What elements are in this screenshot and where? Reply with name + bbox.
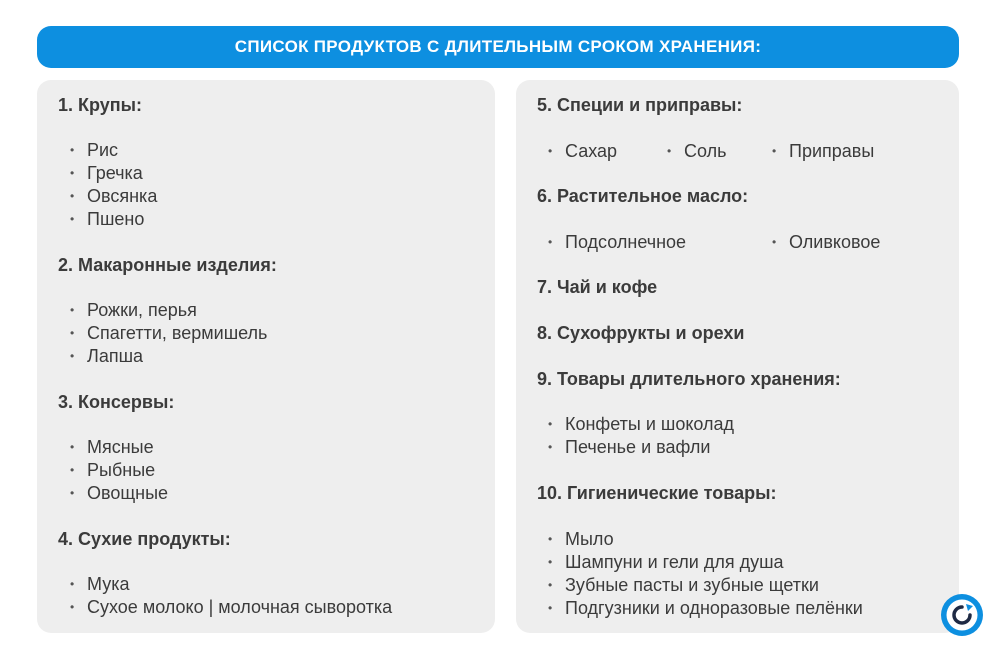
list-item: • Шампуни и гели для душа: [565, 552, 784, 573]
left-column-panel: [37, 80, 495, 633]
list-item: • Зубные пасты и зубные щетки: [565, 575, 819, 596]
section-title-pasta: 2. Макаронные изделия:: [58, 255, 277, 275]
section-title-spices: 5. Специи и приправы:: [537, 95, 743, 115]
list-item: • Соль: [684, 141, 727, 162]
page-title-banner: [37, 26, 959, 68]
section-title-tea-coffee: 7. Чай и кофе: [537, 277, 658, 297]
list-item: • Подгузники и одноразовые пелёнки: [565, 598, 863, 619]
refresh-circle-icon: [940, 593, 984, 637]
list-item: • Конфеты и шоколад: [565, 414, 734, 435]
list-item: • Оливковое: [789, 232, 880, 253]
section-title-vegetable-oil: 6. Растительное масло:: [537, 186, 749, 206]
list-item: • Сахар: [565, 141, 617, 162]
list-item: • Пшено: [87, 209, 144, 230]
list-item: • Овсянка: [87, 186, 157, 207]
list-item: • Мясные: [87, 437, 154, 458]
list-item: • Рыбные: [87, 460, 155, 481]
section-title-dry-products: 4. Сухие продукты:: [58, 529, 231, 549]
list-item: • Сухое молоко | молочная сыворотка: [87, 597, 392, 618]
list-item: • Рожки, перья: [87, 300, 197, 321]
list-item: • Подсолнечное: [565, 232, 686, 253]
page-title: СПИСОК ПРОДУКТОВ С ДЛИТЕЛЬНЫМ СРОКОМ ХРАНЕНИЯ:: [234, 37, 762, 56]
list-item: • Приправы: [789, 141, 874, 162]
section-title-grains: 1. Крупы:: [58, 95, 143, 115]
list-item: • Мука: [87, 574, 129, 595]
list-item: • Спагетти, вермишель: [87, 323, 267, 344]
list-item: • Овощные: [87, 483, 168, 504]
section-title-hygiene: 10. Гигиенические товары:: [537, 483, 777, 503]
list-item: • Рис: [87, 140, 118, 161]
list-item: • Лапша: [87, 346, 143, 367]
list-item: • Мыло: [565, 529, 614, 550]
section-title-canned: 3. Консервы:: [58, 392, 175, 412]
right-column-panel: [516, 80, 959, 633]
list-item: • Печенье и вафли: [565, 437, 710, 458]
section-title-dried-fruits-nuts: 8. Сухофрукты и орехи: [537, 323, 745, 343]
list-item: • Гречка: [87, 163, 143, 184]
section-title-long-storage-goods: 9. Товары длительного хранения:: [537, 369, 841, 389]
